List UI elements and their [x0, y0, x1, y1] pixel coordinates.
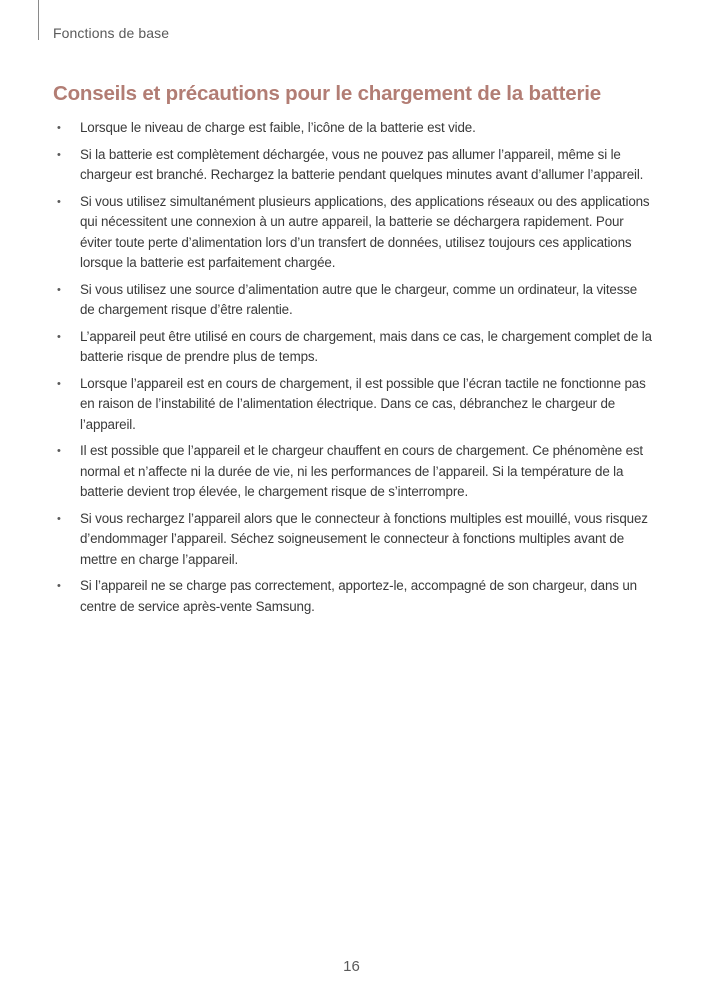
bullet-icon: • [57, 580, 61, 592]
list-item-text: Si la batterie est complètement déchargée, vous ne pouvez pas allumer l’appareil, même si le chargeur est branché. Rechargez la batterie pendant quelques minutes avant d’allumer l’appareil. [80, 146, 644, 182]
page-number: 16 [343, 958, 360, 975]
bullet-icon: • [57, 377, 61, 390]
bullet-icon: • [57, 512, 61, 525]
bullet-icon: • [57, 195, 61, 208]
bullet-icon: • [57, 148, 61, 161]
list-item [55, 145, 655, 186]
list-item-text: Si vous utilisez simultanément plusieurs applications, des applications réseaux ou des applications qui nécessitent une connexion à un autre appareil, la batterie se déchargera rapidement. Pour éviter toute perte d’alimentation lors d’un transfert de données, utilisez toujours ces applications lorsque la batterie est parfaitement chargée. [80, 193, 650, 270]
bullet-icon: • [57, 122, 61, 134]
list-item-text: L’appareil peut être utilisé en cours de chargement, mais dans ce cas, le chargement complet de la batterie risque de prendre plus de temps. [80, 328, 652, 364]
list-item [55, 192, 655, 274]
list-item-text: Si l’appareil ne se charge pas correctement, apportez-le, accompagné de son chargeur, dans un centre de service après-vente Samsung. [80, 578, 637, 614]
list-item-text: Il est possible que l’appareil et le chargeur chauffent en cours de chargement. Ce phénomène est normal et n’affecte ni la durée de vie, ni les performances de l’appareil. Si la température de la batterie devient trop élevée, le chargement risque de s’interrompre. [80, 443, 643, 499]
list-item-text: Lorsque le niveau de charge est faible, l’icône de la batterie est vide. [80, 120, 476, 135]
bullet-icon: • [57, 283, 61, 296]
bullet-icon: • [57, 445, 61, 457]
section-title: Conseils et précautions pour le chargement de la batterie [53, 82, 601, 105]
list-item [55, 327, 655, 368]
bullet-icon: • [57, 330, 61, 343]
list-item [55, 441, 655, 503]
list-item [55, 576, 655, 617]
running-header: Fonctions de base [53, 25, 170, 41]
tips-bullet-list [55, 118, 655, 623]
list-item [55, 118, 655, 139]
list-item [55, 509, 655, 571]
header-margin-rule [38, 0, 39, 40]
list-item-text: Si vous utilisez une source d’alimentation autre que le chargeur, comme un ordinateur, la vitesse de chargement risque d’être ralentie. [80, 281, 638, 317]
list-item [55, 374, 655, 436]
list-item-text: Si vous rechargez l’appareil alors que le connecteur à fonctions multiples est mouillé, vous risquez d’endommager l’appareil. Séchez soigneusement le connecteur à fonctions multiples avant de mettre en charge l’appareil. [80, 510, 648, 567]
list-item-text: Lorsque l’appareil est en cours de chargement, il est possible que l’écran tactile ne fonctionne pas en raison de l’instabilité de l’alimentation électrique. Dans ce cas, débranchez le chargeur de l’appareil. [80, 375, 646, 432]
list-item [55, 280, 655, 321]
